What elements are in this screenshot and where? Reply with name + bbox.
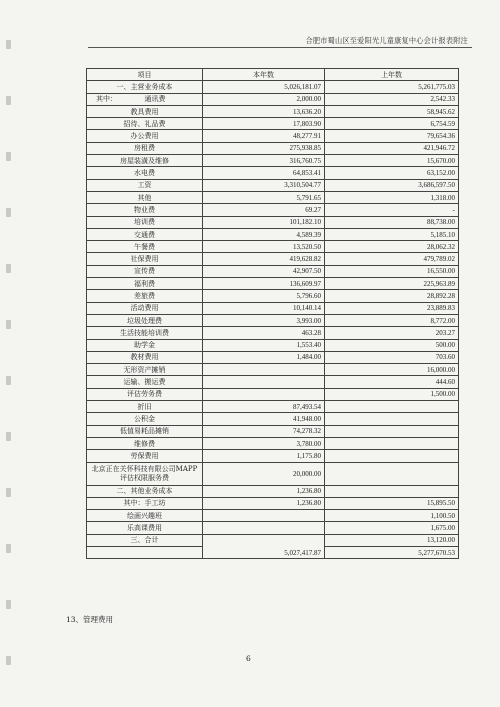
row-label: 活动费用 (87, 302, 203, 314)
table-row (87, 142, 459, 154)
table-row-special (87, 462, 459, 485)
row-current: 1,236.80 (203, 497, 325, 509)
row-current: 101,182.10 (203, 216, 325, 228)
binding-hole (6, 600, 11, 609)
table-row (87, 425, 459, 437)
table-row (87, 216, 459, 228)
cost-table (86, 68, 459, 559)
row-current: 48,277.91 (203, 130, 325, 142)
binding-hole (6, 40, 11, 49)
row-label: 运输、搬运费 (87, 376, 203, 388)
section-current: 1,236.80 (203, 485, 325, 497)
footnote-heading: 13、管理费用 (66, 615, 114, 624)
row-current: 69.27 (203, 204, 325, 216)
row-name: 绘画兴趣班 (127, 511, 162, 520)
row-prior: 1,675.00 (325, 522, 459, 534)
column-header-prior: 上年数 (325, 69, 459, 81)
row-prior: 6,754.59 (325, 118, 459, 130)
table-row (87, 302, 459, 314)
row-prior: 28,062.32 (325, 241, 459, 253)
row-current: 5,796.60 (203, 290, 325, 302)
row-label: 水电费 (87, 167, 203, 179)
row-current: 10,140.14 (203, 302, 325, 314)
row-current: 136,609.97 (203, 278, 325, 290)
row-label: 午餐费 (87, 241, 203, 253)
row-label: 办公费用 (87, 130, 203, 142)
table-row (87, 327, 459, 339)
row-current (203, 376, 325, 388)
table-row (87, 339, 459, 351)
total-row (87, 534, 459, 546)
row-prior: 479,789.02 (325, 253, 459, 265)
row-prior: 444.60 (325, 376, 459, 388)
row-current: 41,948.00 (203, 413, 325, 425)
row-current: 87,493.54 (203, 401, 325, 413)
row-prior: 421,946.72 (325, 142, 459, 154)
table-row (87, 278, 459, 290)
row-label: 低值易耗品摊销 (87, 425, 203, 437)
table-row (87, 314, 459, 326)
row-current (203, 510, 325, 522)
binding-hole (6, 96, 11, 105)
table-header-row (87, 69, 459, 81)
total-current: 5,027,417.87 (203, 534, 325, 559)
section-current: 5,026,181.07 (203, 81, 325, 93)
binding-hole (6, 208, 11, 217)
row-label (87, 93, 203, 105)
row-label (87, 510, 203, 522)
row-prior: 58,945.62 (325, 105, 459, 117)
table-row (87, 450, 459, 462)
table-row (87, 351, 459, 363)
table-row (87, 401, 459, 413)
row-label: 物业费 (87, 204, 203, 216)
row-label: 劳保费用 (87, 450, 203, 462)
row-prior: 8,772.00 (325, 314, 459, 326)
table-row (87, 364, 459, 376)
table-row (87, 179, 459, 191)
row-prior (325, 462, 459, 485)
row-current: 5,791.65 (203, 191, 325, 203)
binding-hole (6, 152, 11, 161)
header-rule (88, 47, 472, 48)
row-label: 其他 (87, 191, 203, 203)
total-prior-2: 5,277,670.53 (325, 546, 459, 558)
table-row (87, 118, 459, 130)
row-current: 64,853.41 (203, 167, 325, 179)
table-row (87, 204, 459, 216)
table-row (87, 167, 459, 179)
table-row (87, 265, 459, 277)
row-prefix: 其中： (123, 499, 145, 508)
row-current: 2,000.00 (203, 93, 325, 105)
row-label: 房租费 (87, 142, 203, 154)
row-prior: 79,654.36 (325, 130, 459, 142)
row-prior: 63,152.00 (325, 167, 459, 179)
row-label (87, 497, 203, 509)
of-which-label: 其中： (96, 95, 117, 104)
table-row (87, 105, 459, 117)
table-row (87, 388, 459, 400)
row-label: 无形资产摊销 (87, 364, 203, 376)
row-label: 工资 (87, 179, 203, 191)
row-prior: 23,889.83 (325, 302, 459, 314)
table-row (87, 290, 459, 302)
row-prior: 1,500.00 (325, 388, 459, 400)
table-row (87, 93, 459, 105)
binding-hole (6, 544, 11, 553)
row-prior: 225,963.89 (325, 278, 459, 290)
row-prior: 5,185.10 (325, 228, 459, 240)
row-prior: 1,318.00 (325, 191, 459, 203)
row-label: 助学金 (87, 339, 203, 351)
row-label: 教具费用 (87, 105, 203, 117)
row-prior (325, 450, 459, 462)
table-row (87, 510, 459, 522)
table-row (87, 191, 459, 203)
row-label: 折旧 (87, 401, 203, 413)
row-current (203, 522, 325, 534)
row-current: 1,553.40 (203, 339, 325, 351)
row-current: 74,278.32 (203, 425, 325, 437)
row-prior: 500.00 (325, 339, 459, 351)
section-row (87, 485, 459, 497)
row-prior: 28,892.28 (325, 290, 459, 302)
row-label: 培训费 (87, 216, 203, 228)
table-row (87, 241, 459, 253)
row-name: 通讯费 (144, 95, 166, 104)
row-name: 乐高课费用 (127, 524, 162, 533)
table-row (87, 155, 459, 167)
section-row (87, 81, 459, 93)
total-label: 三、合计 (87, 534, 203, 546)
row-prior: 3,686,597.50 (325, 179, 459, 191)
table-row (87, 376, 459, 388)
row-current: 42,907.50 (203, 265, 325, 277)
row-current: 1,175.80 (203, 450, 325, 462)
table-row (87, 522, 459, 534)
row-label: 社保费用 (87, 253, 203, 265)
row-prior (325, 437, 459, 449)
table-row (87, 437, 459, 449)
row-label: 生活技能培训费 (87, 327, 203, 339)
row-label: 福利费 (87, 278, 203, 290)
row-prior: 703.60 (325, 351, 459, 363)
row-current: 316,760.75 (203, 155, 325, 167)
row-current: 419,628.82 (203, 253, 325, 265)
row-label: 垃圾处理费 (87, 314, 203, 326)
column-header-current: 本年数 (203, 69, 325, 81)
row-prior: - (325, 204, 459, 216)
row-current (203, 364, 325, 376)
binding-hole (6, 320, 11, 329)
table-row (87, 413, 459, 425)
row-label: 房屋装潢及维修 (87, 155, 203, 167)
row-label: 评估劳务费 (87, 388, 203, 400)
row-label-wrap (90, 94, 199, 104)
row-label: 宣传费 (87, 265, 203, 277)
row-current: 1,484.00 (203, 351, 325, 363)
total-prior: 13,120.00 (325, 534, 459, 546)
row-label (87, 522, 203, 534)
binding-hole (6, 264, 11, 273)
section-label: 一、主营业务成本 (87, 81, 203, 93)
table-row (87, 130, 459, 142)
row-current: 3,993.00 (203, 314, 325, 326)
table-row (87, 253, 459, 265)
row-label: 招待、礼品费 (87, 118, 203, 130)
row-current: 4,589.39 (203, 228, 325, 240)
row-current: 13,520.50 (203, 241, 325, 253)
row-prior: 1,100.50 (325, 510, 459, 522)
section-prior: 5,261,775.03 (325, 81, 459, 93)
row-name: 手工坊 (144, 499, 166, 508)
row-prior: 15,895.50 (325, 497, 459, 509)
row-label: 交通费 (87, 228, 203, 240)
row-current: 20,000.00 (203, 462, 325, 485)
row-prior (325, 425, 459, 437)
row-current: 17,803.90 (203, 118, 325, 130)
row-label: 北京正在关怀科技有限公司MAPP评估权限服务费 (87, 462, 203, 485)
row-current: 463.28 (203, 327, 325, 339)
column-header-item: 项目 (87, 69, 203, 81)
row-prior: 16,000.00 (325, 364, 459, 376)
row-current: 275,938.85 (203, 142, 325, 154)
row-prior: 2,542.33 (325, 93, 459, 105)
row-prior: 88,738.00 (325, 216, 459, 228)
row-current (203, 388, 325, 400)
report-header: 合肥市蜀山区至爱阳光儿童康复中心会计报表附注 (305, 36, 468, 45)
row-label: 公积金 (87, 413, 203, 425)
binding-hole (6, 376, 11, 385)
page-number: 6 (246, 654, 251, 663)
row-prior (325, 413, 459, 425)
row-current: 3,780.00 (203, 437, 325, 449)
section-label: 二、其他业务成本 (87, 485, 203, 497)
row-prior: 16,550.00 (325, 265, 459, 277)
binding-hole (6, 488, 11, 497)
total-label-empty (87, 546, 203, 558)
row-prior: 203.27 (325, 327, 459, 339)
row-current: 13,636.20 (203, 105, 325, 117)
binding-hole (6, 432, 11, 441)
row-current: 3,310,504.77 (203, 179, 325, 191)
row-label: 差旅费 (87, 290, 203, 302)
row-prior (325, 401, 459, 413)
row-prior: 15,670.00 (325, 155, 459, 167)
table-row (87, 228, 459, 240)
row-label: 教材费用 (87, 351, 203, 363)
binding-hole (6, 656, 11, 665)
section-prior (325, 485, 459, 497)
table-row (87, 497, 459, 509)
row-label: 维修费 (87, 437, 203, 449)
